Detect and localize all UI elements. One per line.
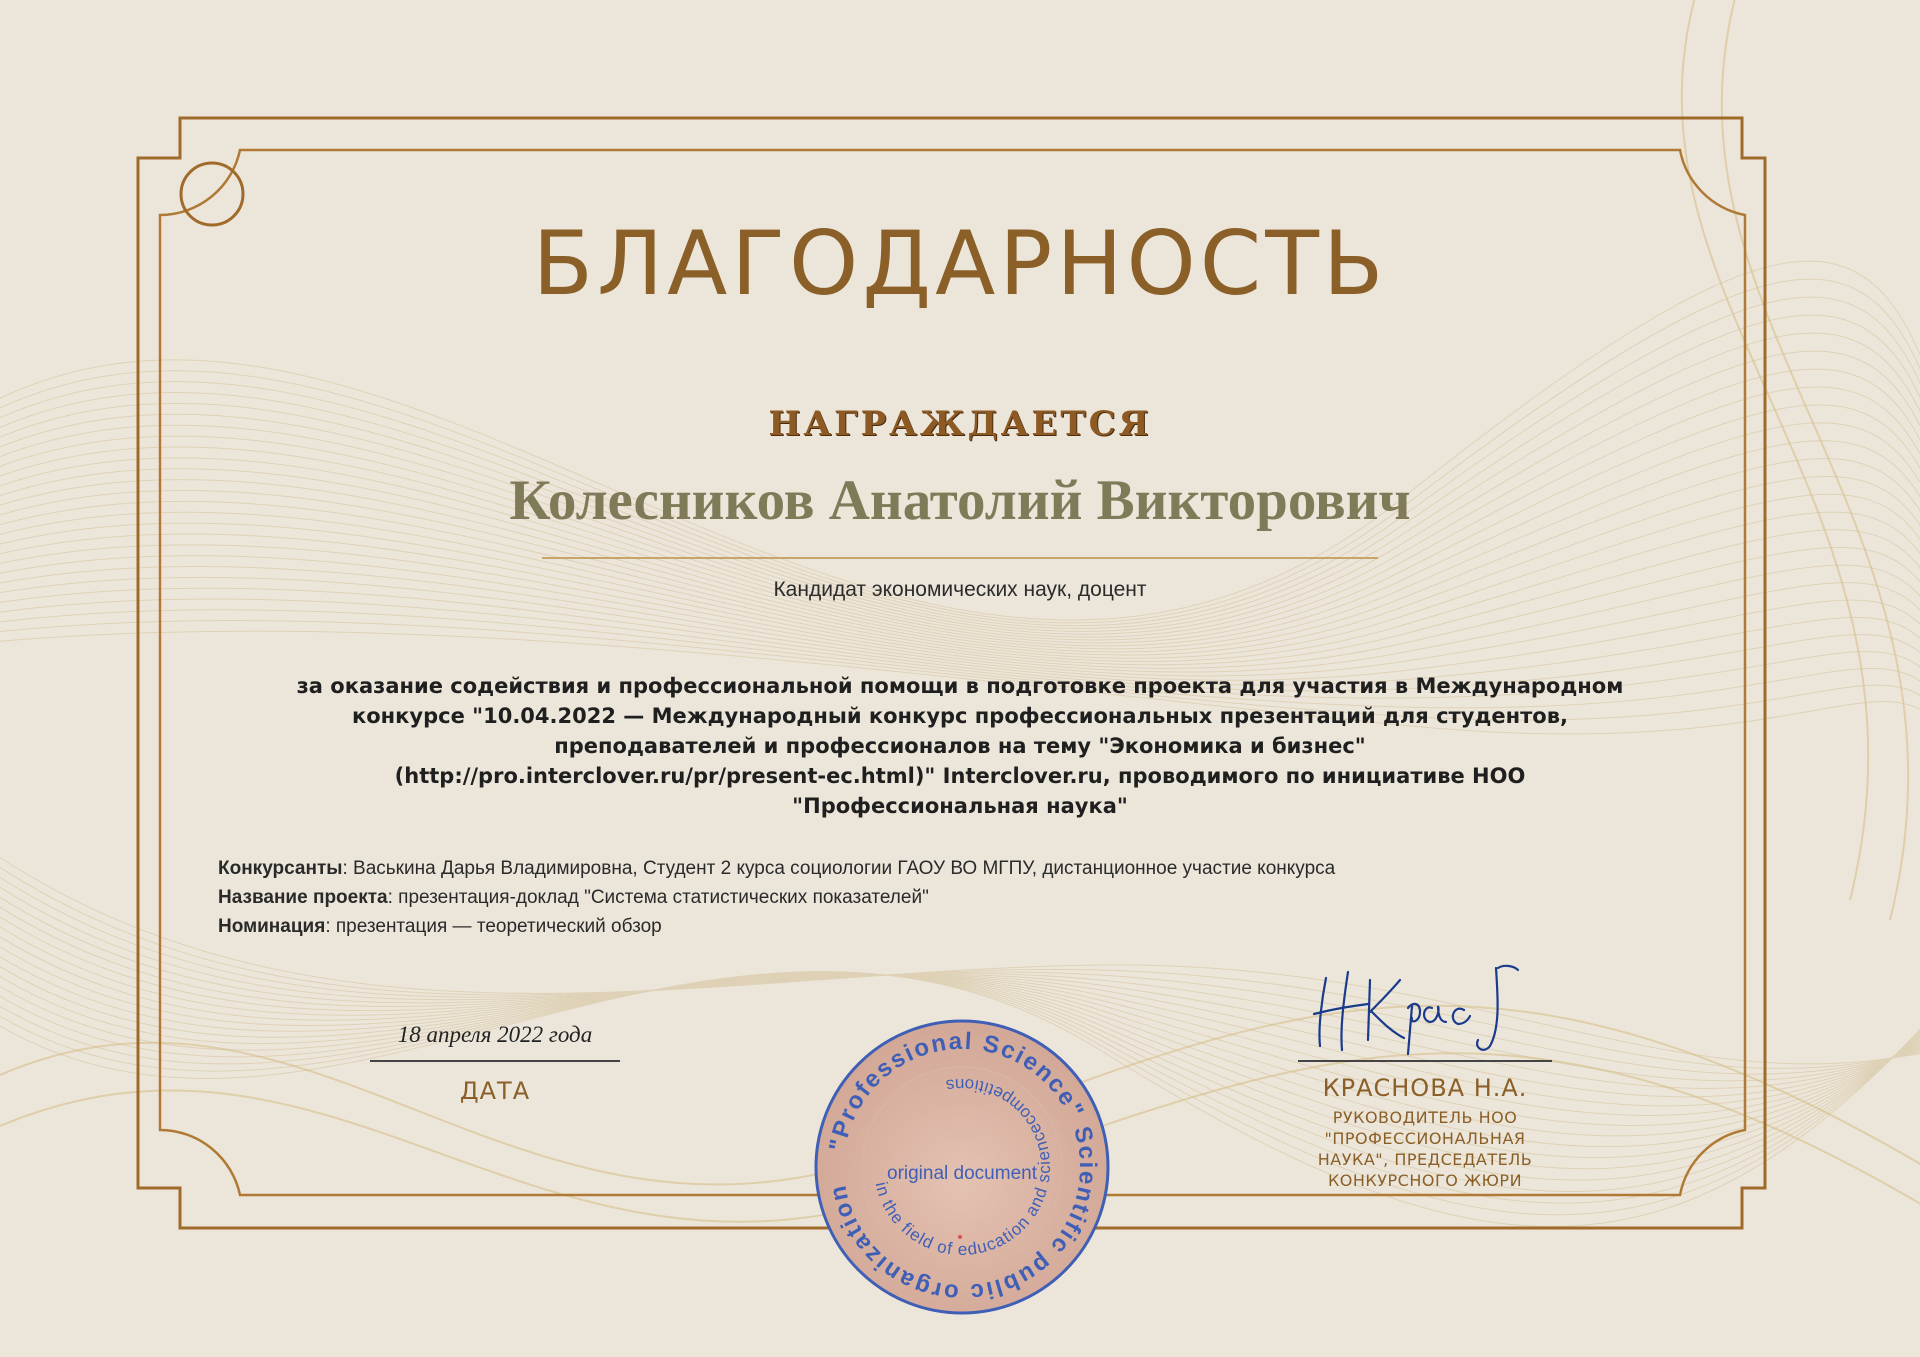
nomination-value: : презентация — теоретический обзор [325, 916, 662, 937]
project-label: Название проекта [218, 887, 388, 908]
date-caption: ДАТА [459, 1077, 531, 1105]
contest-details [218, 854, 1335, 941]
contestants-label: Конкурсанты [218, 858, 343, 879]
reason-line: (http://pro.interclover.ru/pr/present-ec.html)" Interclover.ru, проводимого по инициативе НОО [394, 764, 1526, 788]
nomination-label: Номинация [218, 916, 326, 937]
recipient-name: Колесников Анатолий Викторович [509, 469, 1411, 532]
contestants-value: : Васькина Дарья Владимировна, Студент 2 курса социологии ГАОУ ВО МГПУ, дистанционное участие конкурса [342, 858, 1336, 879]
signer-position [1270, 1107, 1580, 1191]
signer-position-line: "ПРОФЕССИОНАЛЬНАЯ [1324, 1129, 1526, 1148]
signer-name: КРАСНОВА Н.А. [1322, 1074, 1528, 1102]
recipient-degree: Кандидат экономических наук, доцент [773, 578, 1147, 601]
reason-line: преподавателей и профессионалов на тему "Экономика и бизнес" [554, 734, 1366, 758]
signature-image [1308, 958, 1528, 1058]
signer-position-line: НАУКА", ПРЕДСЕДАТЕЛЬ [1317, 1150, 1533, 1169]
nomination-row [218, 912, 1335, 941]
date-value: 18 апреля 2022 года [397, 1022, 593, 1047]
reason-text [230, 671, 1690, 821]
name-underline [542, 557, 1378, 559]
signature-underline [1298, 1060, 1552, 1062]
contestants-row [218, 854, 1335, 883]
awarded-label: НАГРАЖДАЕТСЯ [768, 404, 1152, 444]
seal-inner-text: in the field of education and sciencecompetitions [871, 1074, 1055, 1260]
official-seal [812, 1017, 1112, 1317]
seal-outer-text: "Professional Science" Scientific public organization [824, 1027, 1102, 1307]
certificate-title: БЛАГОДАРНОСТЬ [532, 212, 1388, 315]
reason-line: конкурсе "10.04.2022 — Международный конкурс профессиональных презентаций для студентов, [351, 704, 1568, 728]
date-underline [370, 1060, 620, 1062]
seal-center-text: original document [887, 1163, 1037, 1184]
reason-line: за оказание содействия и профессиональной помощи в подготовке проекта для участия в Международном [296, 674, 1624, 698]
project-value: : презентация-доклад "Система статистических показателей" [387, 887, 929, 908]
signer-position-line: КОНКУРСНОГО ЖЮРИ [1327, 1171, 1523, 1190]
project-row [218, 883, 1335, 912]
reason-line: "Профессиональная наука" [792, 794, 1128, 818]
signer-position-line: РУКОВОДИТЕЛЬ НОО [1332, 1108, 1518, 1127]
